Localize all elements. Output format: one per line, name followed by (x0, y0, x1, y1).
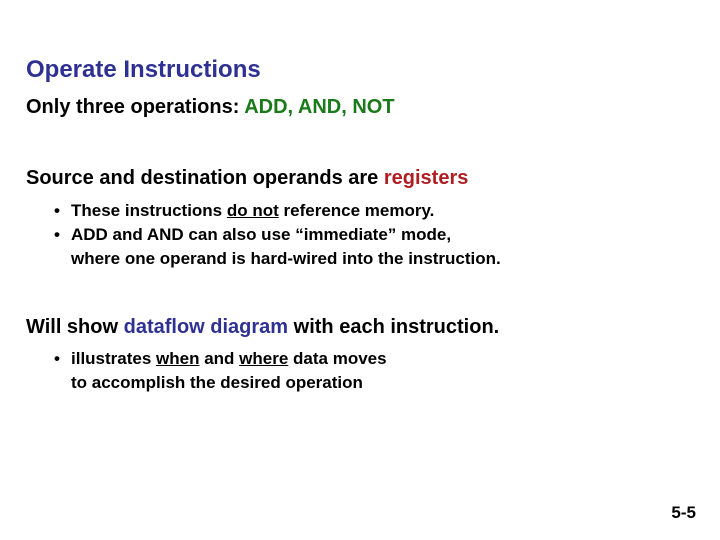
bullet-underlined-where: where (239, 349, 289, 368)
bullet-item (26, 347, 387, 395)
bullet-underlined-when: when (156, 349, 200, 368)
dataflow-prefix: Will show (26, 316, 124, 338)
bullet-item (26, 199, 501, 223)
dataflow-bullet-list (26, 347, 387, 395)
slide-title: Operate Instructions (26, 56, 261, 83)
bullet-text-post: data moves (288, 349, 387, 368)
bullet-item (26, 223, 501, 271)
operands-bullet-list (26, 199, 501, 271)
bullet-underlined: do not (226, 201, 279, 220)
operations-prefix: Only three operations: (26, 96, 245, 118)
bullet-text-pre: These instructions (71, 201, 227, 220)
operands-highlight: registers (383, 167, 469, 189)
bullet-text-line1: ADD and AND can also use “immediate” mode, (71, 225, 452, 244)
bullet-glyph: • (54, 349, 60, 368)
bullet-text-line1 (71, 347, 387, 371)
operands-prefix: Source and destination operands are (26, 167, 384, 189)
page-number: 5-5 (671, 503, 696, 522)
dataflow-line (26, 316, 499, 339)
bullet-text-line2: to accomplish the desired operation (71, 373, 363, 392)
bullet-glyph: • (54, 201, 60, 220)
bullet-text-pre: illustrates (71, 349, 157, 368)
bullet-glyph: • (54, 225, 60, 244)
operations-highlight: ADD, AND, NOT (244, 96, 395, 118)
operations-line (26, 96, 395, 119)
bullet-text-line2: where one operand is hard-wired into the instruction. (71, 249, 501, 268)
bullet-text-mid: and (199, 349, 240, 368)
bullet-text-post: reference memory. (278, 201, 435, 220)
operands-line (26, 167, 468, 190)
dataflow-highlight: dataflow diagram (123, 316, 289, 338)
dataflow-suffix: with each instruction. (288, 316, 500, 338)
